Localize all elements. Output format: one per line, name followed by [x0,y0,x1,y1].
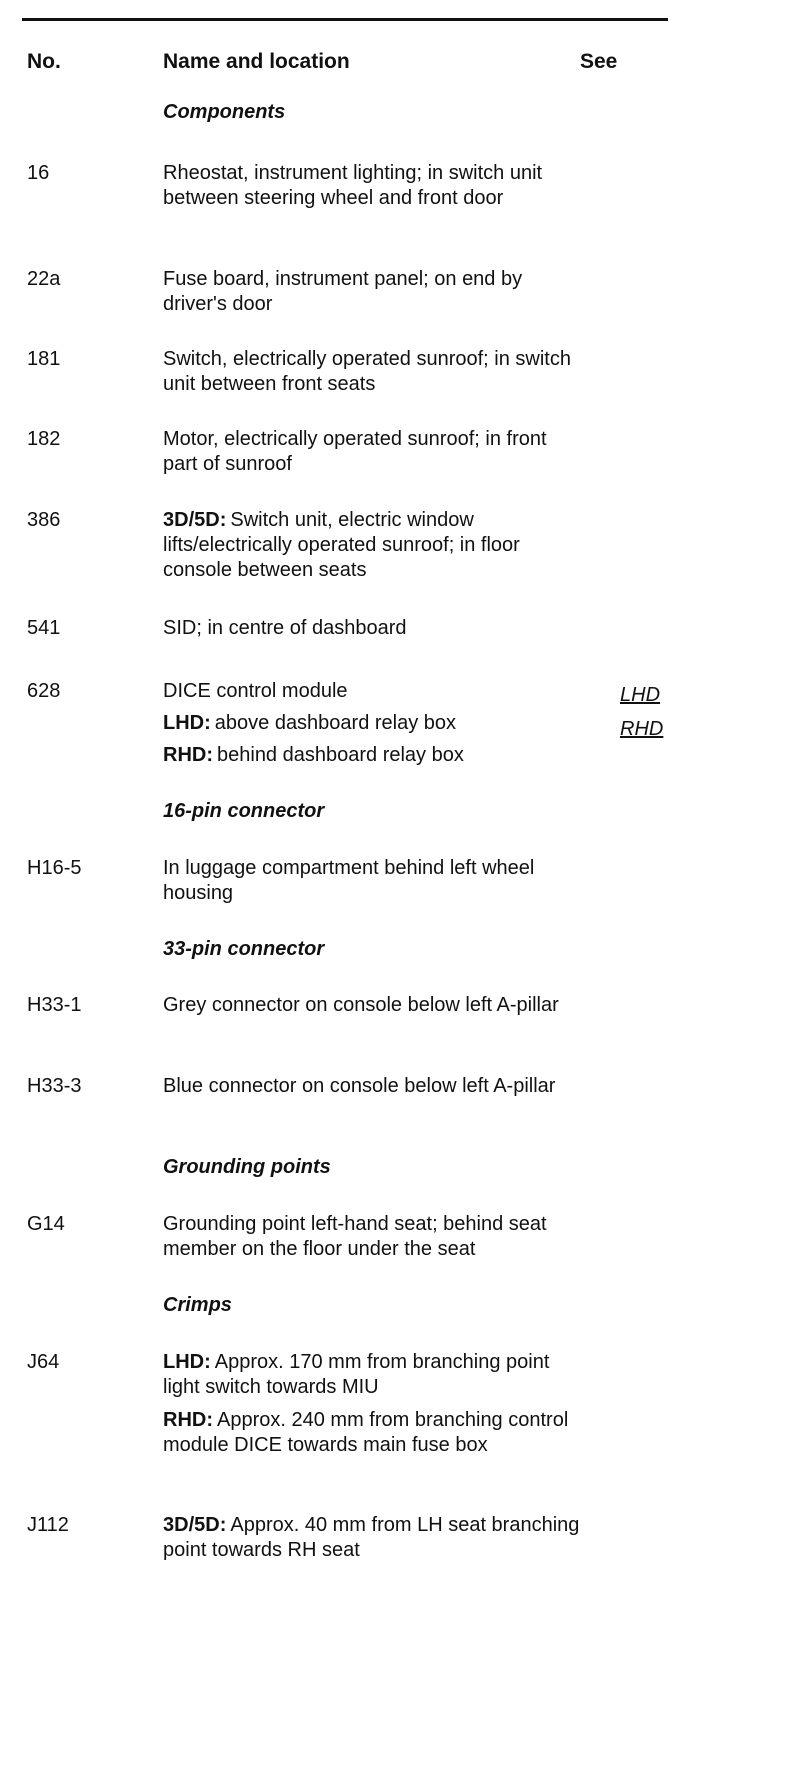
row-text: DICE control module [163,680,348,702]
row-number: H33-1 [27,994,82,1016]
row-number: 386 [27,509,61,531]
row-description: Switch, electrically operated sunroof; in switch unit between front seats [163,348,571,395]
row-description: SID; in centre of dashboard [163,617,407,639]
row-description: Grey connector on console below left A-pillar [163,994,559,1016]
row-number: J64 [27,1351,60,1373]
lhd-prefix: LHD: [163,1351,211,1373]
row-text: Switch unit, electric window lifts/electrically operated sunroof; in floor console between seats [163,509,520,581]
section-16-pin-connector: 16-pin connector [163,800,325,822]
row-rhd-line [163,1408,583,1458]
row-description [163,1513,583,1563]
row-number: 182 [27,428,61,450]
top-rule [22,18,668,21]
row-number: J112 [27,1514,69,1536]
row-description: Motor, electrically operated sunroof; in front part of sunroof [163,428,547,475]
lhd-text: above dashboard relay box [214,712,457,734]
row-rhd-line [163,743,583,768]
lhd-prefix: LHD: [163,712,211,734]
section-crimps: Crimps [163,1294,232,1316]
rhd-text: behind dashboard relay box [217,744,464,766]
row-description: Rheostat, instrument lighting; in switch unit between steering wheel and front door [163,162,543,209]
section-33-pin-connector: 33-pin connector [163,938,325,960]
row-lhd-line [163,1351,549,1398]
row-number: 16 [27,162,50,184]
row-lhd-line [163,711,583,736]
row-prefix: 3D/5D: [163,509,227,531]
column-header-name: Name and location [163,50,350,73]
row-description: Grounding point left-hand seat; behind seat member on the floor under the seat [163,1213,547,1260]
row-number: 628 [27,680,61,702]
row-prefix: 3D/5D: [163,1514,227,1536]
row-description [163,679,583,768]
column-header-see: See [580,50,618,73]
row-number: G14 [27,1213,65,1235]
row-description [163,508,583,583]
section-grounding-points: Grounding points [163,1156,331,1178]
see-link-lhd[interactable]: LHD [620,684,661,706]
row-number: 541 [27,617,61,639]
row-number: 22a [27,268,61,290]
row-number: H16-5 [27,857,82,879]
lhd-text: Approx. 170 mm from branching point light switch towards MIU [163,1351,550,1398]
section-components: Components [163,101,286,123]
row-number: 181 [27,348,61,370]
row-description: In luggage compartment behind left wheel housing [163,857,535,904]
row-description: Fuse board, instrument panel; on end by driver's door [163,268,523,315]
row-description: Blue connector on console below left A-pillar [163,1075,556,1097]
row-description [163,1350,583,1458]
rhd-prefix: RHD: [163,1409,213,1431]
rhd-prefix: RHD: [163,744,213,766]
column-header-no: No. [27,50,61,73]
rhd-text: Approx. 240 mm from branching control module DICE towards main fuse box [163,1409,569,1456]
row-text: Approx. 40 mm from LH seat branching point towards RH seat [163,1514,580,1561]
row-number: H33-3 [27,1075,82,1097]
see-link-rhd[interactable]: RHD [620,718,664,740]
